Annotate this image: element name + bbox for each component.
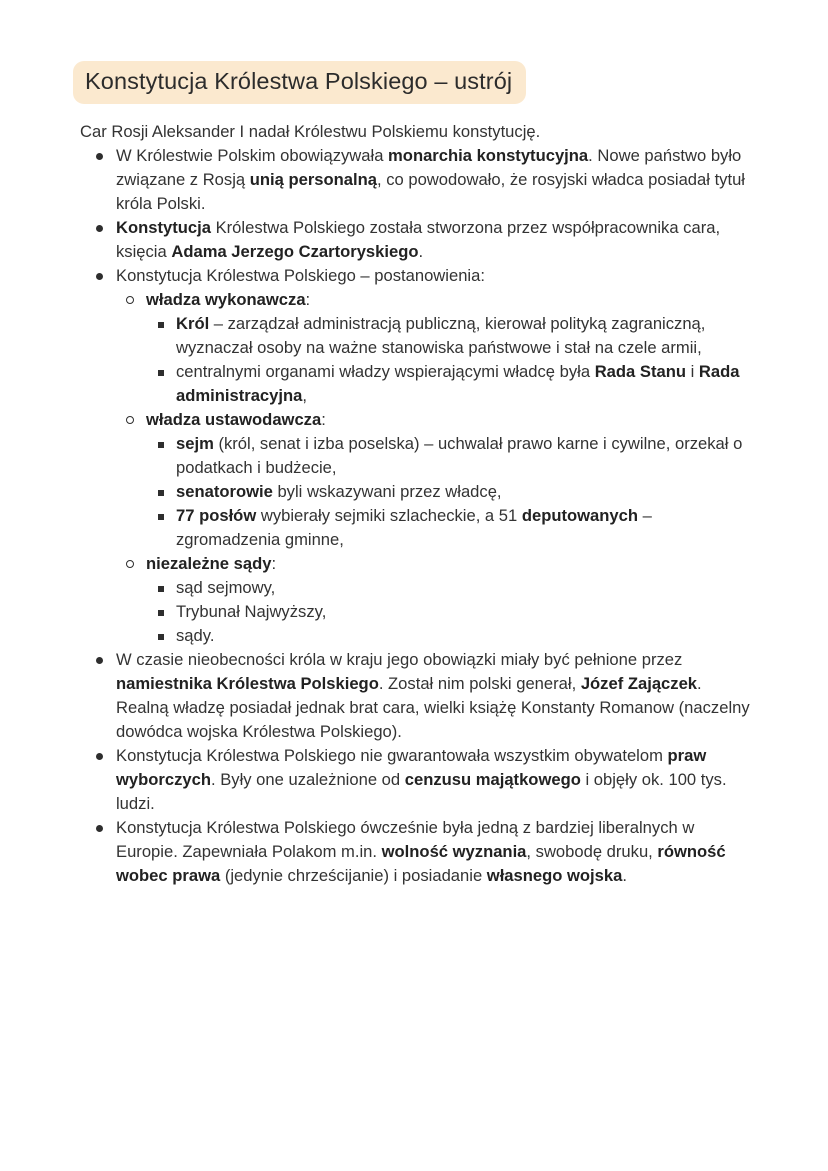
text-content: Konstytucja Królestwa Polskiego – postanowienia: — [116, 266, 485, 285]
text-content: Trybunał Najwyższy, — [176, 602, 327, 621]
text-content: Konstytucja Królestwa Polskiego nie gwarantowała wszystkim obywatelom praw wyborczych. Były one uzależnione od cenzusu majątkowego i objęły ok. 100 tys. ludzi. — [116, 746, 727, 813]
bullet-square-icon — [158, 610, 164, 616]
text-content: Król – zarządzał administracją publiczną, kierował polityką zagraniczną, wyznaczał osoby na ważne stanowiska państwowe i stał na czele armii, — [176, 314, 706, 357]
list-item — [80, 360, 756, 408]
list-item — [80, 600, 756, 624]
text-content: senatorowie byli wskazywani przez władcę, — [176, 482, 502, 501]
list-item — [80, 552, 756, 576]
bullet-square-icon — [158, 634, 164, 640]
text-content: Car Rosji Aleksander I nadał Królestwu Polskiemu konstytucję. — [80, 122, 541, 141]
bullet-dot-icon — [96, 753, 103, 760]
bullet-dot-icon — [96, 153, 103, 160]
text-content: Konstytucja Królestwa Polskiego została stworzona przez współpracownika cara, księcia Adama Jerzego Czartoryskiego. — [116, 218, 721, 261]
text-content: sądy. — [176, 626, 215, 645]
list-item — [80, 144, 756, 216]
bullet-dot-icon — [96, 273, 103, 280]
text-content: władza wykonawcza: — [146, 290, 311, 309]
text-content: niezależne sądy: — [146, 554, 277, 573]
list-item — [80, 408, 756, 432]
text-content: centralnymi organami władzy wspierającymi władcę była Rada Stanu i Rada administracyjna, — [176, 362, 740, 405]
list-item — [80, 288, 756, 312]
document-body — [80, 120, 756, 888]
text-content: sejm (król, senat i izba poselska) – uchwalał prawo karne i cywilne, orzekał o podatkach i budżecie, — [176, 434, 743, 477]
list-item — [80, 816, 756, 888]
bullet-dot-icon — [96, 657, 103, 664]
list-item — [80, 576, 756, 600]
list-item — [80, 264, 756, 288]
bullet-circle-icon — [126, 416, 134, 424]
bullet-square-icon — [158, 370, 164, 376]
list-item — [80, 648, 756, 744]
bullet-circle-icon — [126, 296, 134, 304]
paragraph — [80, 120, 756, 144]
text-content: władza ustawodawcza: — [146, 410, 326, 429]
title-section — [0, 0, 828, 104]
text-content: sąd sejmowy, — [176, 578, 276, 597]
text-content: W Królestwie Polskim obowiązywała monarchia konstytucyjna. Nowe państwo było związane z Rosją unią personalną, co powodowało, że rosyjski władca posiadał tytuł króla Polski. — [116, 146, 745, 213]
list-item — [80, 216, 756, 264]
bullet-square-icon — [158, 586, 164, 592]
text-content: Konstytucja Królestwa Polskiego ówcześnie była jedną z bardziej liberalnych w Europie. Zapewniała Polakom m.in. wolność wyznania, swobodę druku, równość wobec prawa (jedynie chrześcijanie) i posiadanie własnego wojska. — [116, 818, 726, 885]
bullet-square-icon — [158, 490, 164, 496]
list-item — [80, 744, 756, 816]
bullet-square-icon — [158, 322, 164, 328]
bullet-square-icon — [158, 442, 164, 448]
text-content: 77 posłów wybierały sejmiki szlacheckie, a 51 deputowanych – zgromadzenia gminne, — [176, 506, 652, 549]
bullet-square-icon — [158, 514, 164, 520]
list-item — [80, 432, 756, 480]
page-title: Konstytucja Królestwa Polskiego – ustrój — [73, 61, 526, 104]
list-item — [80, 312, 756, 360]
list-item — [80, 480, 756, 504]
text-content: W czasie nieobecności króla w kraju jego obowiązki miały być pełnione przez namiestnika Królestwa Polskiego. Został nim polski generał, Józef Zajączek. Realną władzę posiadał jednak brat cara, wielki książę Konstanty Romanow (naczelny dowódca wojska Królestwa Polskiego). — [116, 650, 750, 741]
bullet-dot-icon — [96, 225, 103, 232]
bullet-circle-icon — [126, 560, 134, 568]
list-item — [80, 504, 756, 552]
list-item — [80, 624, 756, 648]
bullet-dot-icon — [96, 825, 103, 832]
